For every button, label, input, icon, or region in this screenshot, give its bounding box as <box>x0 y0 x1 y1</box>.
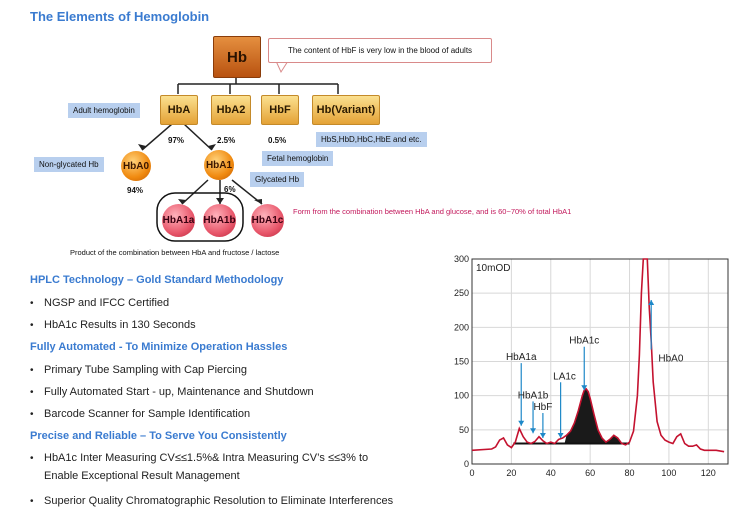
bullet-ngsp: • NGSP and IFCC Certified <box>30 297 170 309</box>
y-tick-label: 250 <box>453 288 469 299</box>
peak-label: HbF <box>533 402 553 414</box>
y-tick-label: 100 <box>453 390 469 401</box>
hba0-node: HbA0 <box>121 151 151 181</box>
x-tick-label: 120 <box>700 468 716 478</box>
hb-root-node: Hb <box>213 36 261 78</box>
y-tick-label: 50 <box>458 424 469 435</box>
glycated-label: Glycated Hb <box>250 172 304 187</box>
bullet-auto-start: • Fully Automated Start - up, Maintenance and Shutdown <box>30 386 314 398</box>
hba2-percent: 2.5% <box>217 136 236 145</box>
variant-label: HbS,HbD,HbC,HbE and etc. <box>316 132 427 147</box>
hba1c-note: Form from the combination between HbA and glucose, and is 60~70% of total HbA1 <box>293 207 572 216</box>
peak-label: LA1c <box>553 371 576 383</box>
bullet-resolution: • Superior Quality Chromatographic Resolution to Eliminate Interferences <box>30 495 394 507</box>
hba0-percent: 94% <box>127 186 144 195</box>
x-tick-label: 80 <box>624 468 635 478</box>
chromatogram-chart <box>440 250 740 488</box>
y-tick-label: 200 <box>453 322 469 333</box>
x-tick-label: 60 <box>585 468 596 478</box>
x-tick-label: 0 <box>469 468 475 478</box>
bullet-cv: • HbA1c Inter Measuring CV≤≤1.5%& Intra Measuring CV’s ≤≤3% to <box>30 452 369 464</box>
peak-arrowhead <box>518 421 524 426</box>
non-glycated-label: Non-glycated Hb <box>34 157 104 172</box>
hba1-node: HbA1 <box>204 150 234 180</box>
hbf-node: HbF <box>261 95 299 125</box>
hba2-node: HbA2 <box>211 95 251 125</box>
y-tick-label: 150 <box>453 356 469 367</box>
hbf-callout: The content of HbF is very low in the blood of adults <box>268 38 492 63</box>
section-heading-hplc: HPLC Technology – Gold Standard Methodology <box>30 274 284 286</box>
hba1a-node: HbA1a <box>162 204 195 237</box>
hba1c-peak-shade <box>565 389 628 445</box>
peak-arrowhead <box>530 428 536 433</box>
bullet-barcode: • Barcode Scanner for Sample Identification <box>30 408 251 420</box>
bullet-tube-sampling: • Primary Tube Sampling with Cap Piercing <box>30 364 247 376</box>
hba1b-node: HbA1b <box>203 204 236 237</box>
x-tick-label: 40 <box>545 468 556 478</box>
x-tick-label: 100 <box>661 468 677 478</box>
hba-node: HbA <box>160 95 198 125</box>
y-unit-label: 10mOD <box>476 263 511 274</box>
hba1c-node: HbA1c <box>251 204 284 237</box>
x-tick-label: 20 <box>506 468 517 478</box>
product-note: Product of the combination between HbA and fructose / lactose <box>70 248 280 257</box>
hb-variant-node: Hb(Variant) <box>312 95 380 125</box>
hba1-percent: 6% <box>224 185 236 194</box>
peak-arrowhead <box>540 433 546 438</box>
page-title: The Elements of Hemoglobin <box>30 9 210 24</box>
peak-label: HbA1c <box>569 335 600 347</box>
peak-label: HbA1a <box>505 352 537 364</box>
peak-label: HbA1b <box>517 390 549 402</box>
section-heading-precise: Precise and Reliable – To Serve You Consistently <box>30 430 287 442</box>
hba-percent: 97% <box>168 136 185 145</box>
fetal-hemoglobin-label: Fetal hemoglobin <box>262 151 333 166</box>
peak-label: HbA0 <box>658 353 684 365</box>
bullet-cv-continued: Enable Exceptional Result Management <box>44 470 240 482</box>
section-heading-automated: Fully Automated - To Minimize Operation Hassles <box>30 341 288 353</box>
y-tick-label: 300 <box>453 254 469 264</box>
y-tick-label: 0 <box>463 459 469 469</box>
bullet-130s: • HbA1c Results in 130 Seconds <box>30 319 196 331</box>
adult-hemoglobin-label: Adult hemoglobin <box>68 103 140 118</box>
hbf-percent: 0.5% <box>268 136 287 145</box>
